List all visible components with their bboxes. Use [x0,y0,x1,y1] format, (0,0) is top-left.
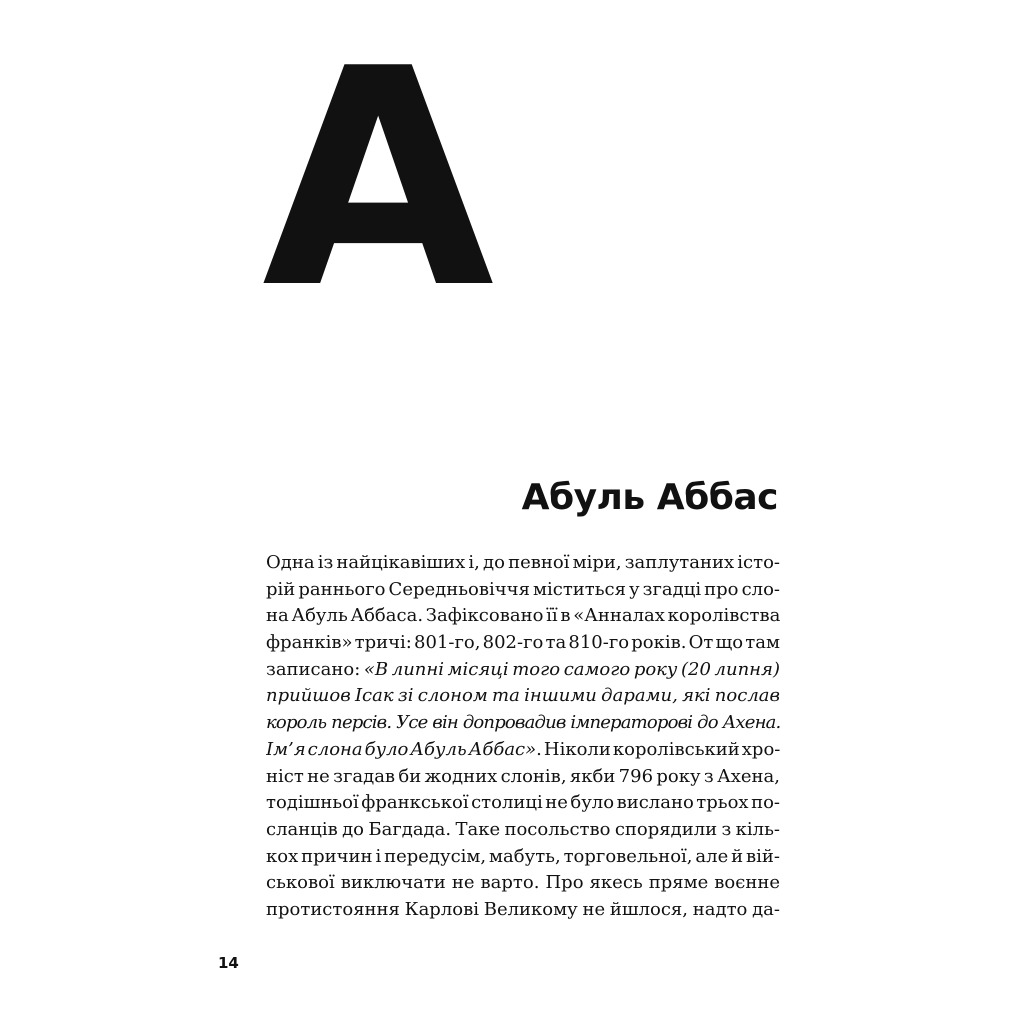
text-span: кох причин і передусім, мабуть, торговельної, але й вій- [266,845,780,867]
text-span: . Ніколи королівський хро- [536,738,780,760]
text-line [266,683,780,710]
text-line [266,764,780,791]
text-span: ськової виключати не варто. Про якесь пряме воєнне [266,872,780,894]
text-span: записано: [266,658,364,680]
text-line [266,897,780,924]
text-line [266,737,780,764]
text-span: Одна із найцікавіших і, до певної міри, заплутаних істо- [266,552,780,573]
text-line [266,657,780,684]
text-span: сланців до Багдада. Таке посольство спорядили з кіль- [266,818,780,840]
text-line [266,870,780,897]
text-line [266,630,780,657]
quote-text: король персів. Усе він допровадив імператорові до Ахена. [266,712,780,734]
text-span: ніст не згадав би жодних слонів, якби 796 року з Ахена, [266,765,780,787]
text-line [266,710,780,737]
text-line [266,790,780,817]
text-span: рій раннього Середньовіччя міститься у згадці про сло- [266,578,780,600]
page-number: 14 [218,954,239,972]
text-span: тодішньої франкської столиці не було вислано трьох по- [266,792,780,814]
text-line [266,844,780,871]
text-span: протистояння Карлові Великому не йшлося, надто да- [266,898,780,920]
quote-text: прийшов Ісак зі слоном та іншими дарами, які послав [266,685,780,707]
body-paragraph [266,550,780,924]
text-line [266,817,780,844]
text-span: на Абуль Аббаса. Зафіксовано її в «Анналах королівства [266,605,780,627]
text-line [266,603,780,630]
quote-text: Ім’я слона було Абуль Аббас» [266,738,537,760]
chapter-letter: А [262,5,489,354]
text-line [266,577,780,604]
quote-text: «В липні місяці того самого року (20 липня) [363,658,780,680]
chapter-title: Абуль Аббас [521,477,778,518]
text-line [266,550,780,577]
text-span: франків» тричі: 801-го, 802-го та 810-го років. От що там [266,632,780,654]
